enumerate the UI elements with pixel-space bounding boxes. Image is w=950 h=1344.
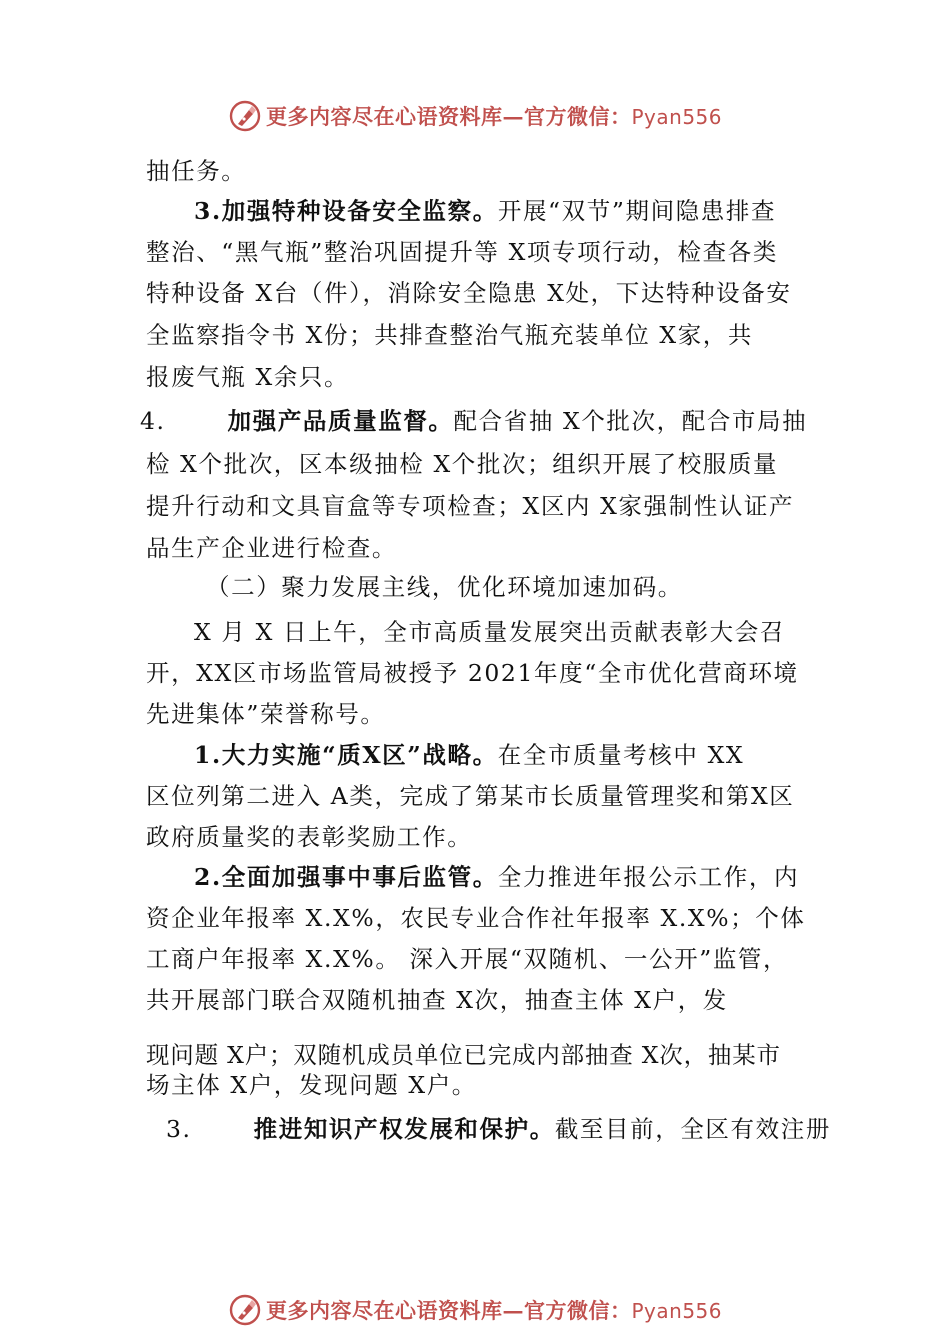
item-number: 2. [194,863,222,891]
pen-nib-logo-icon [228,1293,262,1327]
item-title: 全面加强事中事后监管。 [221,863,498,891]
text-line: 共开展部门联合双随机抽查 X次，抽查主体 X户，发 [146,986,728,1014]
text-line: 现问题 X户；双随机成员单位已完成内部抽查 X次，抽某市 [146,1041,781,1069]
footer-watermark [0,1290,950,1330]
watermark-text: 更多内容尽在心语资料库—官方微信：Pyan556 [265,104,722,129]
item-title: 加强特种设备安全监察。 [221,197,498,225]
text-line: 特种设备 X台（件），消除安全隐患 X处，下达特种设备安 [146,279,792,307]
header-watermark [0,96,950,136]
item-title: 大力实施“质X区”战略。 [221,741,498,769]
wechat-id: Pyan556 [631,1299,722,1323]
text-line: 报废气瓶 X余只。 [146,363,350,391]
text-line: 全监察指令书 X份；共排查整治气瓶充装单位 X家，共 [146,321,753,349]
heading-3-ip-protection [166,1114,831,1144]
text-line: 开，XX区市场监管局被授予 2021年度“全市优化营商环境 [146,659,799,687]
text-line: 检 X个批次，区本级抽检 X个批次；组织开展了校服质量 [146,450,779,478]
item-text: 全力推进年报公示工作，内 [497,863,800,891]
item-text: 截至目前，全区有效注册 [554,1115,831,1143]
text-line: 政府质量奖的表彰奖励工作。 [146,823,473,851]
wechat-id: Pyan556 [631,105,722,129]
item-number: 1. [194,741,222,769]
text-line: 先进集体”荣誉称号。 [146,700,386,728]
heading-3-special-equipment [194,196,776,226]
text-line: X 月 X 日上午，全市高质量发展突出贡献表彰大会召 [194,618,785,646]
text-line: 区位列第二进入 A类，完成了第某市长质量管理奖和第X区 [146,782,795,810]
item-text: 在全市质量考核中 XX [497,741,745,769]
item-text: 配合省抽 X个批次，配合市局抽 [453,407,808,435]
text-line: 场主体 X户，发现问题 X户。 [146,1071,477,1099]
heading-2-supervision [194,862,799,892]
item-title: 加强产品质量监督。 [227,407,454,435]
watermark-text: 更多内容尽在心语资料库—官方微信：Pyan556 [265,1298,722,1323]
heading-1-quality-strategy [194,740,744,770]
text-line: 资企业年报率 X.X%，农民专业合作社年报率 X.X%；个体 [146,904,806,932]
item-title: 推进知识产权发展和保护。 [253,1115,555,1143]
pen-nib-logo-icon [228,99,262,133]
item-number: 3. [194,197,222,225]
item-number: 4. [140,407,166,435]
item-number: 3. [166,1115,192,1143]
section-heading-2: （二）聚力发展主线，优化环境加速加码。 [206,573,683,601]
heading-4-product-quality [140,406,807,436]
text-line: 提升行动和文具盲盒等专项检查；X区内 X家强制性认证产 [146,492,795,520]
text-line: 整治、“黑气瓶”整治巩固提升等 X项专项行动，检查各类 [146,238,778,266]
text-line: 品生产企业进行检查。 [146,534,397,562]
text-line: 抽任务。 [146,157,247,185]
text-line: 工商户年报率 X.X%。 深入开展“双随机、一公开”监管， [146,945,789,973]
item-text: 开展“双节”期间隐患排查 [497,197,777,225]
